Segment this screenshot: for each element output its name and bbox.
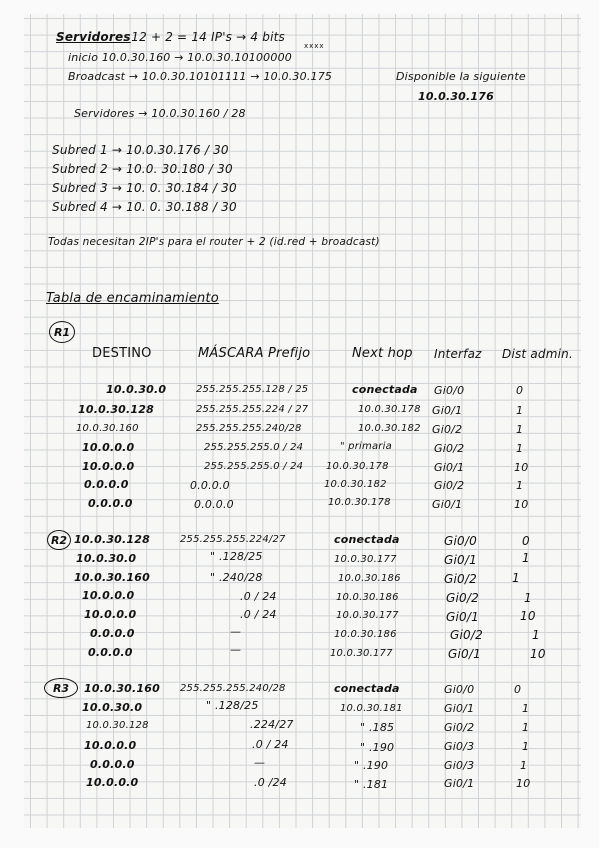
r1-row-1-destino: 10.0.30.0 [106,383,167,396]
r3-row-6-destino: 10.0.0.0 [86,776,139,789]
r2-row-1-interfaz: Gi0/0 [444,534,477,548]
r2-row-4-mascara: .0 / 24 [240,590,277,603]
r2-row-2-destino: 10.0.30.0 [76,552,137,565]
r1-row-5-mascara: 255.255.255.0 / 24 [204,461,304,472]
servidores-calc: : 12 + 2 = 14 IP's → 4 bits [123,30,285,44]
r1-row-3-mascara: 255.255.255.240/28 [196,423,302,434]
r2-row-3-destino: 10.0.30.160 [74,571,150,584]
r1-row-1-interfaz: Gi0/0 [434,384,465,397]
r3-row-2-dist: 1 [522,702,530,715]
r3-row-1-interfaz: Gi0/0 [444,683,475,696]
router-r3-badge: R3 [44,678,78,698]
r2-row-6-dist: 1 [532,628,540,642]
header-mascara: MÁSCARA Prefijo [198,346,311,361]
r1-row-7-dist: 10 [514,498,529,511]
r3-row-4-destino: 10.0.0.0 [84,739,137,752]
r2-row-1-next-hop: conectada [334,533,400,546]
r3-row-2-mascara: " .128/25 [206,699,259,712]
r2-row-7-interfaz: Gi0/1 [448,647,481,661]
r3-row-3-dist: 1 [522,721,530,734]
servidores-header: Servidores [56,30,131,44]
header-interfaz: Interfaz [434,347,482,361]
r1-row-7-next-hop: 10.0.30.178 [328,497,391,508]
r1-row-2-mascara: 255.255.255.224 / 27 [196,404,309,415]
r3-row-1-destino: 10.0.30.160 [84,682,160,695]
router-r1-badge: R1 [49,321,75,343]
r3-row-2-next-hop: 10.0.30.181 [340,703,403,714]
subred-2: Subred 2 → 10.0. 30.180 / 30 [52,162,233,176]
r1-row-4-interfaz: Gi0/2 [434,442,465,455]
r3-row-6-mascara: .0 /24 [254,776,287,789]
r2-row-7-next-hop: 10.0.30.177 [330,648,393,659]
r2-row-5-interfaz: Gi0/1 [446,610,479,624]
r1-row-1-mascara: 255.255.255.128 / 25 [196,384,309,395]
r1-row-3-interfaz: Gi0/2 [432,423,463,436]
inicio-line: inicio 10.0.30.160 → 10.0.30.10100000 [68,51,292,64]
r2-row-3-next-hop: 10.0.30.186 [338,573,401,584]
r2-row-1-dist: 0 [522,534,530,548]
r2-row-7-mascara: — [230,643,242,656]
r3-row-3-next-hop: " .185 [360,721,395,734]
r2-row-3-mascara: " .240/28 [210,571,263,584]
r2-row-5-dist: 10 [520,609,536,623]
header-next-hop: Next hop [352,346,413,361]
r1-row-4-next-hop: " primaria [340,441,392,452]
r3-row-6-dist: 10 [516,777,531,790]
r1-row-4-destino: 10.0.0.0 [82,441,135,454]
r3-row-3-interfaz: Gi0/2 [444,721,475,734]
r2-row-2-next-hop: 10.0.30.177 [334,554,397,565]
r1-row-6-next-hop: 10.0.30.182 [324,479,387,490]
r3-row-1-mascara: 255.255.255.240/28 [180,683,286,694]
r1-row-5-interfaz: Gi0/1 [434,461,465,474]
todas-note: Todas necesitan 2IP's para el router + 2 (id.red + broadcast) [48,236,380,248]
header-destino: DESTINO [92,346,152,361]
r3-row-5-next-hop: " .190 [354,759,389,772]
servidores-net: Servidores → 10.0.30.160 / 28 [74,107,246,120]
r1-row-2-interfaz: Gi0/1 [432,404,463,417]
r3-row-3-destino: 10.0.30.128 [86,720,149,731]
r1-row-7-interfaz: Gi0/1 [432,498,463,511]
r1-row-7-mascara: 0.0.0.0 [194,498,234,511]
r2-row-6-next-hop: 10.0.30.186 [334,629,397,640]
r2-row-2-mascara: " .128/25 [210,550,263,563]
r2-row-2-dist: 1 [522,551,530,565]
router-r2-badge: R2 [47,530,71,550]
r1-row-4-mascara: 255.255.255.0 / 24 [204,442,304,453]
disponible-ip: 10.0.30.176 [418,90,494,103]
r3-row-4-next-hop: " .190 [360,741,395,754]
r1-row-6-interfaz: Gi0/2 [434,479,465,492]
subred-3: Subred 3 → 10. 0. 30.184 / 30 [52,181,237,195]
r2-row-4-destino: 10.0.0.0 [82,589,135,602]
r1-row-5-dist: 10 [514,461,529,474]
r1-row-4-dist: 1 [516,442,524,455]
r1-row-3-destino: 10.0.30.160 [76,423,139,434]
r2-row-7-destino: 0.0.0.0 [88,646,133,659]
disponible-label: Disponible la siguiente [396,70,526,83]
r2-row-4-interfaz: Gi0/2 [446,591,479,605]
r2-row-2-interfaz: Gi0/1 [444,553,477,567]
r1-row-5-destino: 10.0.0.0 [82,460,135,473]
broadcast-line: Broadcast → 10.0.30.10101111 → 10.0.30.175 [68,70,333,83]
r3-row-4-mascara: .0 / 24 [252,738,289,751]
r1-row-7-destino: 0.0.0.0 [88,497,133,510]
r3-row-1-next-hop: conectada [334,682,400,695]
r2-row-5-next-hop: 10.0.30.177 [336,610,399,621]
r3-row-5-interfaz: Gi0/3 [444,759,475,772]
r2-row-1-destino: 10.0.30.128 [74,533,150,546]
r3-row-6-next-hop: " .181 [354,778,389,791]
r1-row-2-dist: 1 [516,404,524,417]
r1-row-5-next-hop: 10.0.30.178 [326,461,389,472]
r1-row-2-next-hop: 10.0.30.178 [358,404,421,415]
r3-row-2-interfaz: Gi0/1 [444,702,475,715]
r1-row-2-destino: 10.0.30.128 [78,403,154,416]
r1-row-1-dist: 0 [516,384,524,397]
r3-row-4-interfaz: Gi0/3 [444,740,475,753]
r3-row-5-dist: 1 [520,759,528,772]
r3-row-6-interfaz: Gi0/1 [444,777,475,790]
subred-4: Subred 4 → 10. 0. 30.188 / 30 [52,200,237,214]
r1-row-1-next-hop: conectada [352,383,418,396]
x-marks: xxxx [304,42,325,50]
r3-row-5-destino: 0.0.0.0 [90,758,135,771]
subred-1: Subred 1 → 10.0.30.176 / 30 [52,143,229,157]
r2-row-3-interfaz: Gi0/2 [444,572,477,586]
r2-row-1-mascara: 255.255.255.224/27 [180,534,286,545]
tabla-title: Tabla de encaminamiento [46,291,219,306]
r2-row-7-dist: 10 [530,647,546,661]
r2-row-4-dist: 1 [524,591,532,605]
r2-row-6-mascara: — [230,625,242,638]
r3-row-1-dist: 0 [514,683,522,696]
r2-row-5-destino: 10.0.0.0 [84,608,137,621]
r2-row-6-interfaz: Gi0/2 [450,628,483,642]
r3-row-3-mascara: .224/27 [250,718,294,731]
header-dist: Dist admin. [502,347,573,361]
r3-row-5-mascara: — [254,756,266,769]
r2-row-4-next-hop: 10.0.30.186 [336,592,399,603]
r3-row-2-destino: 10.0.30.0 [82,701,143,714]
r1-row-6-mascara: 0.0.0.0 [190,479,230,492]
r2-row-5-mascara: .0 / 24 [240,608,277,621]
r2-row-3-dist: 1 [512,571,520,585]
r1-row-6-destino: 0.0.0.0 [84,478,129,491]
r3-row-4-dist: 1 [522,740,530,753]
r1-row-3-dist: 1 [516,423,524,436]
r2-row-6-destino: 0.0.0.0 [90,627,135,640]
r1-row-3-next-hop: 10.0.30.182 [358,423,421,434]
r1-row-6-dist: 1 [516,479,524,492]
